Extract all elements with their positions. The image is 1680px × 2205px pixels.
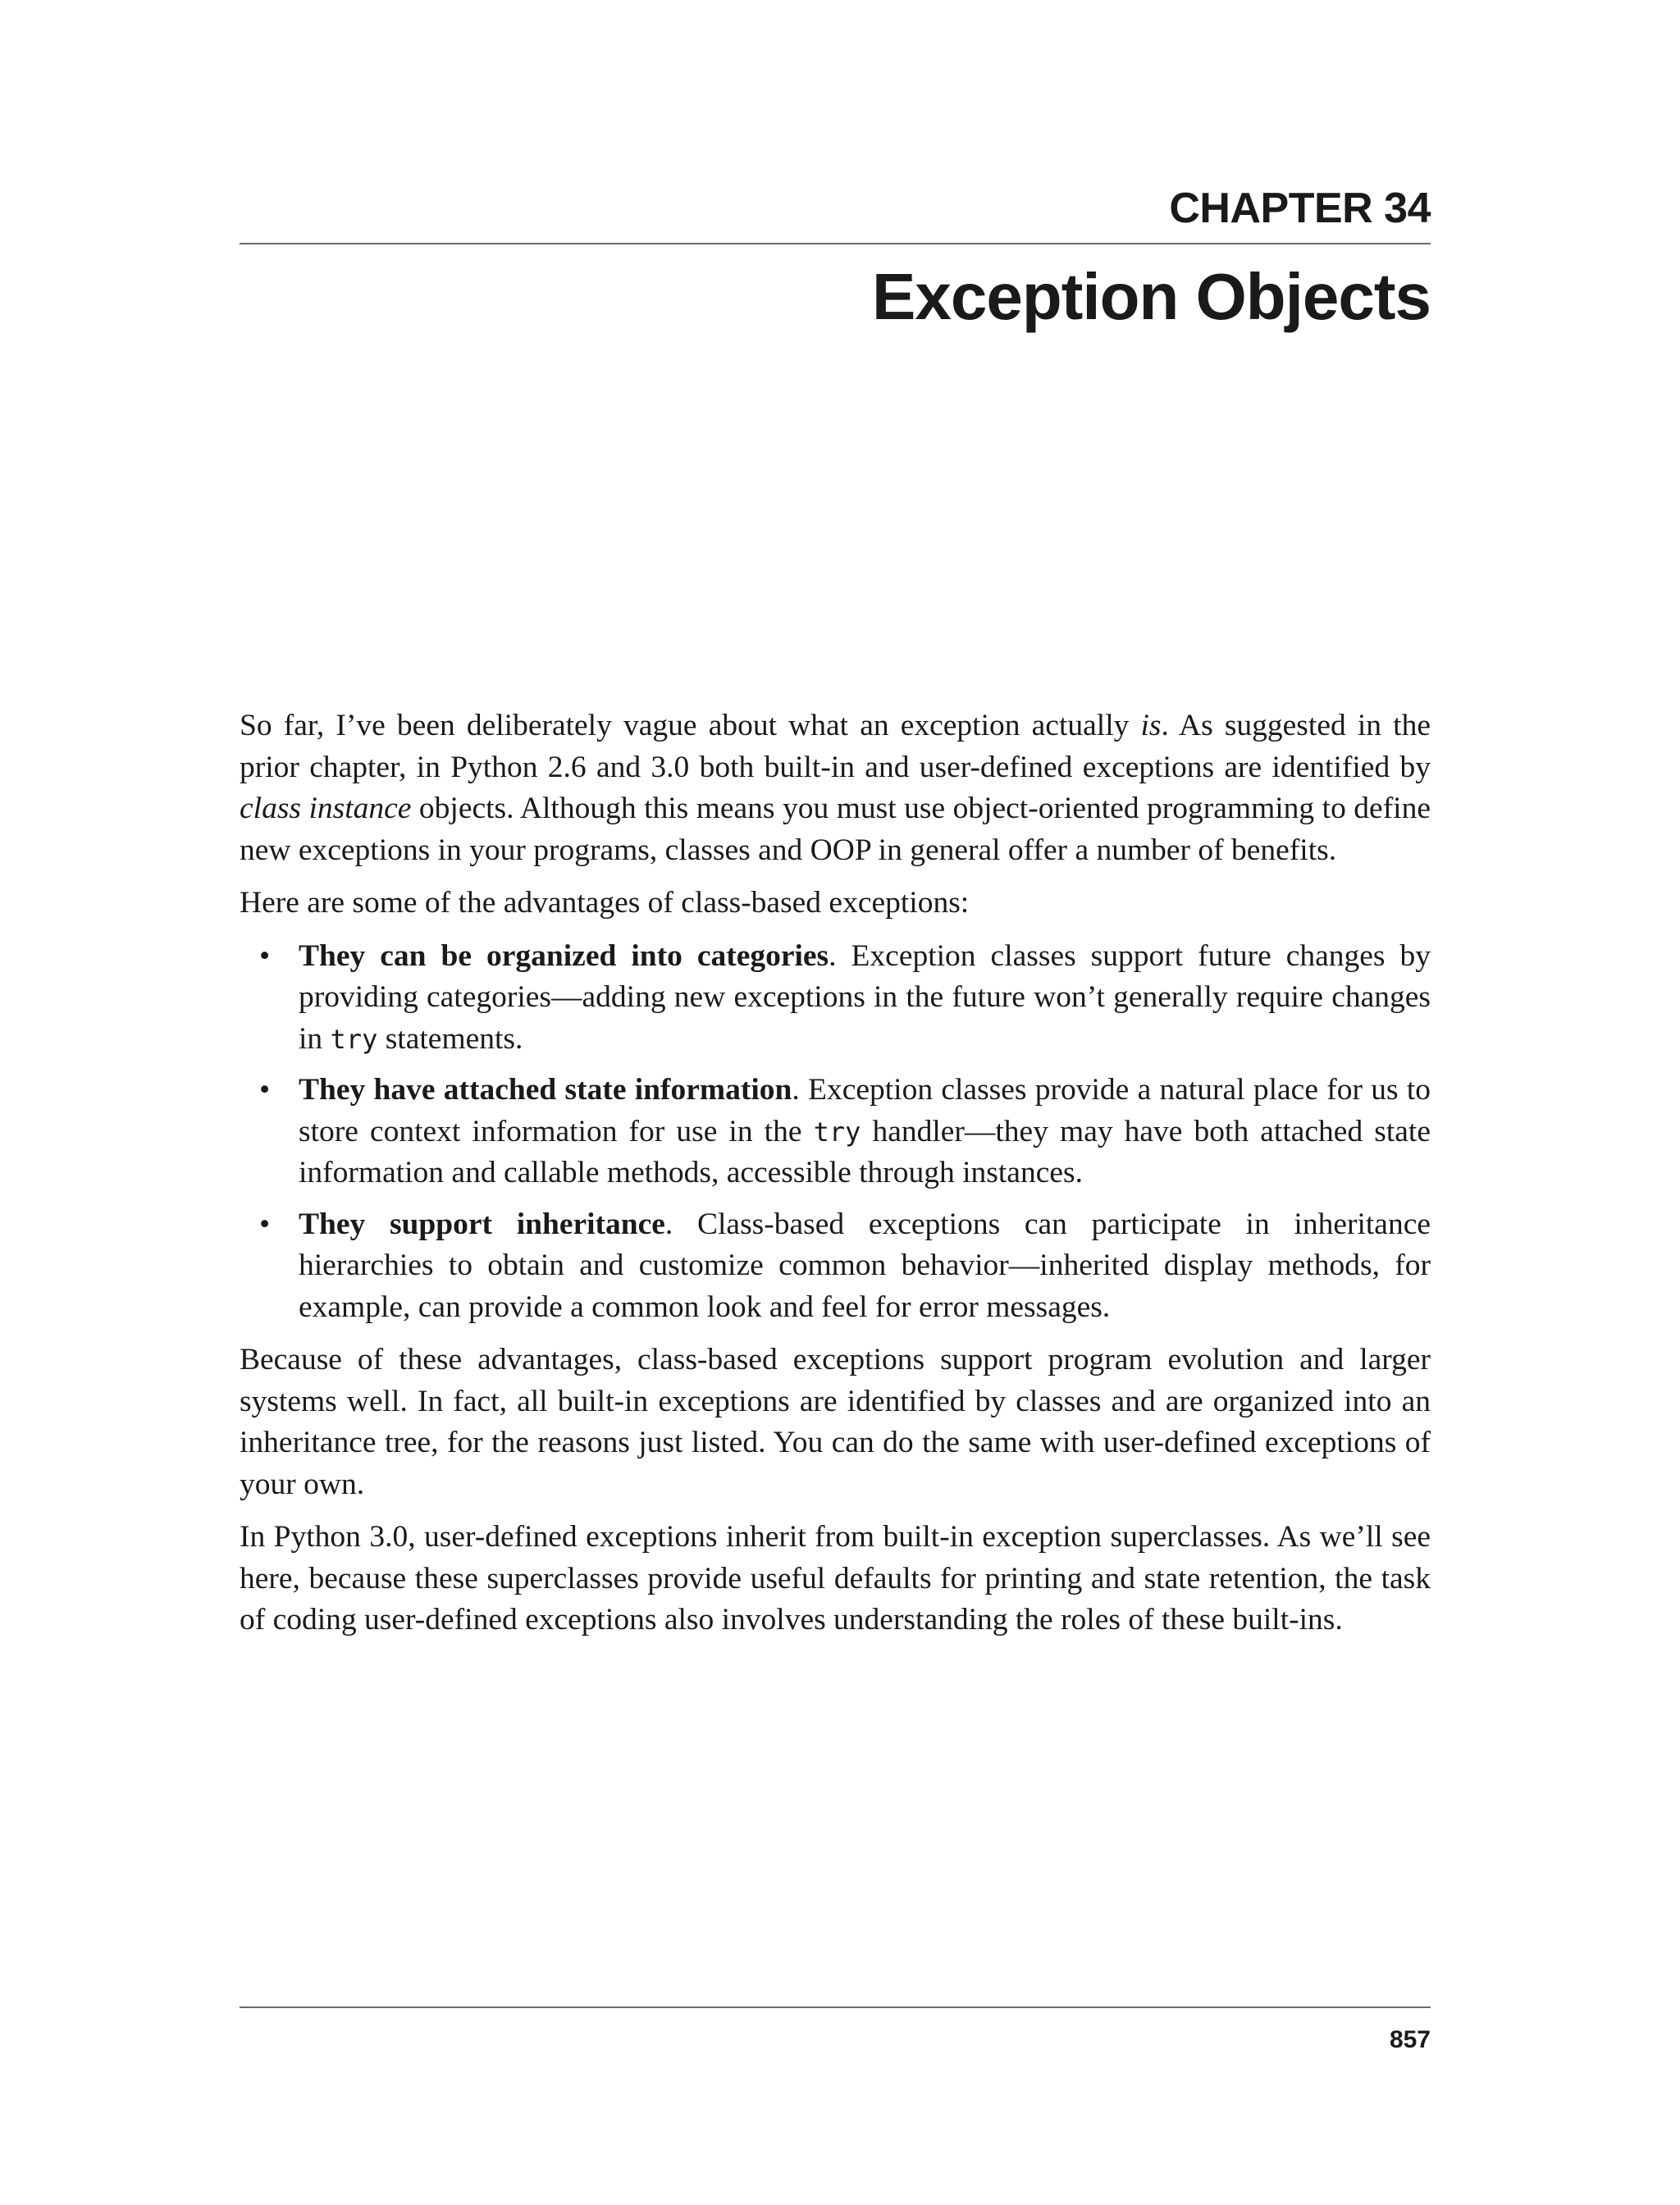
intro-emphasis-is: is: [1140, 709, 1162, 742]
intro-text-a: So far, I’ve been deliberately vague about what an exception actually: [240, 709, 1141, 742]
list-item-title: They can be organized into categories: [299, 938, 829, 973]
list-item: [240, 936, 1431, 1061]
inline-code: try: [330, 1023, 378, 1055]
bullet-icon: •: [259, 1207, 271, 1241]
bullet-icon: •: [259, 1073, 271, 1107]
evolution-paragraph: Because of these advantages, class-based exceptions support program evolution and larger systems well. In fact, all built-in exceptions are identified by classes and are organized into an inheritance tree, for the reasons just listed. You can do the same with user-defined exceptions of your own.: [240, 1343, 1431, 1501]
header-rule: [240, 243, 1431, 244]
list-item-title: They have attached state information: [299, 1073, 792, 1107]
advantages-lead-in: Here are some of the advantages of class-based exceptions:: [240, 886, 970, 920]
list-item-text: statements.: [377, 1021, 523, 1056]
inline-code: try: [813, 1116, 861, 1148]
advantages-list: [240, 936, 1431, 1329]
list-item-text: . Exception classes provide a natural place for us to store context information for use in the: [299, 1073, 1431, 1148]
list-item: [240, 1204, 1431, 1329]
intro-emphasis-class-instance: class instance: [240, 792, 412, 825]
chapter-label: CHAPTER 34: [1169, 185, 1431, 232]
intro-text-c: objects. Although this means you must use object-oriented programming to define new exceptions in your programs, classes and OOP in general offer a number of benefits.: [240, 792, 1431, 867]
list-item-text: handler—they may have both attached state information and callable methods, accessible through instances.: [299, 1114, 1431, 1189]
bullet-icon: •: [259, 938, 271, 973]
intro-text-b: . As suggested in the prior chapter, in Python 2.6 and 3.0 both built-in and user-defined exceptions are identified by: [240, 709, 1431, 784]
chapter-title: Exception Objects: [872, 260, 1431, 333]
intro-paragraph: [240, 705, 1431, 871]
python3-paragraph: In Python 3.0, user-defined exceptions inherit from built-in exception superclasses. As we’ll see here, because these superclasses provide useful defaults for printing and state retention, the task of coding user-defined exceptions also involves understanding the roles of these built-ins.: [240, 1520, 1431, 1637]
list-item-text: . Exception classes support future changes by providing categories—adding new exceptions in the future won’t generally require changes in: [299, 938, 1431, 1056]
page-number: 857: [1389, 2026, 1431, 2053]
body-text: [240, 705, 1431, 1653]
list-item-title: They support inheritance: [299, 1207, 665, 1241]
list-item-text: . Class-based exceptions can participate in inheritance hierarchies to obtain and customize common behavior—inherited display methods, for example, can provide a common look and feel for error messages.: [299, 1207, 1431, 1324]
list-item: [240, 1070, 1431, 1194]
footer-rule: [240, 2006, 1431, 2008]
